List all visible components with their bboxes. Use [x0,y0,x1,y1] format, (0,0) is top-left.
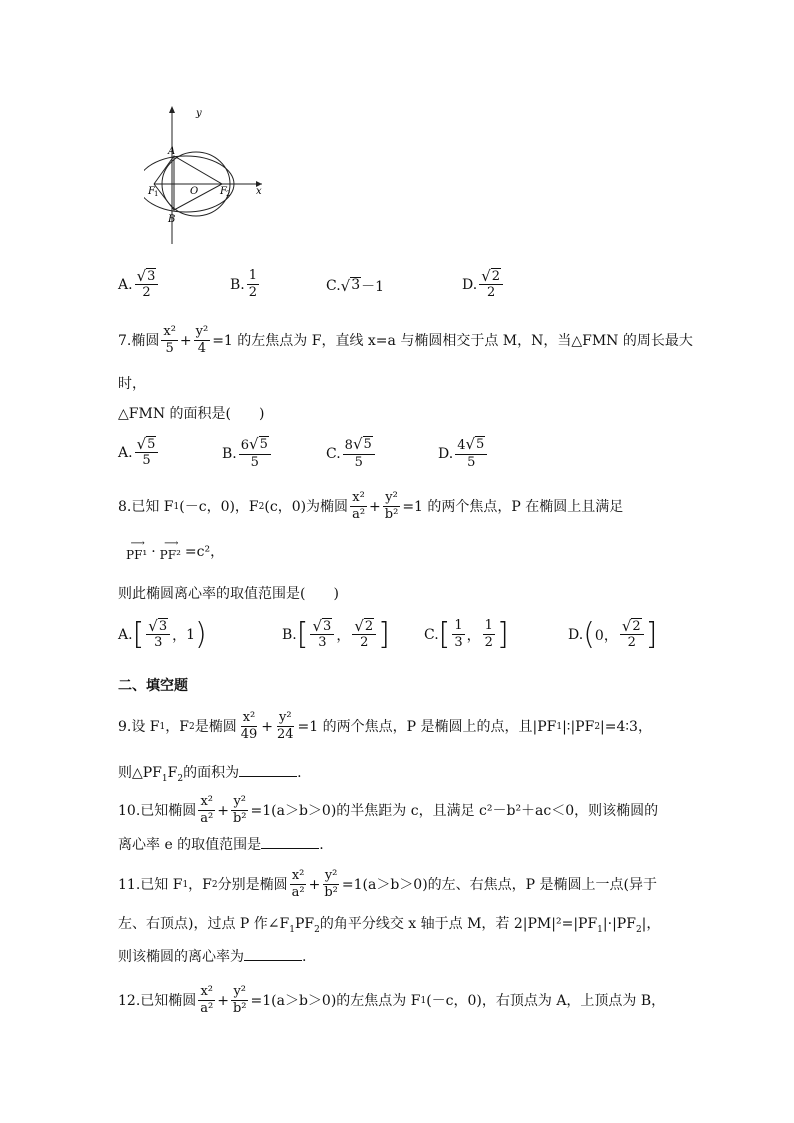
label-f1: F [148,186,155,197]
q9-stem-line1: 9.设 F 1 ，F 2 是椭圆 $\frac{\text{x²}}{49}$ + $\frac{\text{y²}}{24}$ =1 的两个焦点，P 是椭圆上的点，且|PF 1 |∶|PF 2 |=4∶3， [118,710,652,742]
label-b: B [168,214,176,225]
q7-stem-line2: 时， [118,376,146,392]
triangle [174,156,222,210]
ellipse-diagram [144,98,272,258]
q12-stem-line1: 12.已知椭圆 $\frac{\text{x²}}{\text{a²}}$ + $\frac{\text{y²}}{\text{b²}}$ =1(a＞b＞0)的左焦点为 F 1 (－c，0)，右顶点为 A，上顶点为 B， [118,984,666,1016]
label-f1-sub: 1 [154,190,159,198]
q6-option-a[interactable]: A. √ 3 2 [118,268,160,301]
q7-stem-line1: 7.椭圆 $\frac{\text{x²}}{5}$ + $\frac{\text{y²}}{4}$ =1 的左焦点为 F，直线 x=a 与椭圆相交于点 M，N，当△FMN 的周长最大 [118,324,693,356]
q8-option-c[interactable]: C. [ $\frac{1}{3}$ ， $\frac{1}{2}$ ] [424,616,509,652]
q10-answer-blank[interactable] [261,834,319,849]
q8-stem-line1: 8.已知 F 1 (－c，0)，F 2 (c，0)为椭圆 $\frac{\text{x²}}{\text{a²}}$ + $\frac{\text{y²}}{\text{b²}}$ =1 的两个焦点，P 在椭圆上且满足 [118,490,624,522]
q8-option-a[interactable]: A. [ √ 3 3 ， 1 ) [118,616,207,652]
q6-option-c[interactable]: C. √ 3 －1 [326,277,385,295]
q11-stem-line2: 左、右顶点)，过点 P 作$\angle F_1PF_2$的角平分线交 x 轴于点 M，若 $2|PM|^2=|PF_1|\cdot|PF_2|$， [118,916,661,935]
q9-answer-blank[interactable] [239,762,297,777]
label-o: O [190,186,199,197]
q11-stem-line1: 11.已知 F 1 ，F 2 分别是椭圆 $\frac{\text{x²}}{\text{a²}}$ + $\frac{\text{y²}}{\text{b²}}$ =1(a＞b＞0)的左、右焦点，P 是椭圆上一点(异于 [118,868,657,900]
q8-option-b[interactable]: B. [ √ 3 3 ， √ 2 2 ] [282,616,390,652]
q7-stem-line3: △FMN 的面积是( ) [118,406,265,422]
q10-stem-line2: 离心率 e 的取值范围是 . [118,834,324,855]
q11-answer-blank[interactable] [244,946,302,961]
q7-option-b[interactable]: B. 6 √ 5 5 [222,436,273,471]
q8-stem-line3: 则此椭圆离心率的取值范围是( ) [118,586,339,602]
label-x: x [256,186,262,197]
q10-stem-line1: 10.已知椭圆 $\frac{\text{x²}}{\text{a²}}$ + $\frac{\text{y²}}{\text{b²}}$ =1(a＞b＞0)的半焦距为 c，且满足 c²－b²＋ac＜0，则该椭圆的 [118,794,659,826]
q8-stem-line2: ⟶ PF¹ · ⟶ PF² =c²， [126,538,225,562]
y-axis-arrow [169,106,175,113]
label-f2: F [220,186,227,197]
q7-option-d[interactable]: D. 4 √ 5 5 [438,436,489,471]
label-a: A [168,146,176,157]
q9-stem-line2: 则$\triangle PF_1F_2$的面积为 . [118,762,302,789]
q6-option-d[interactable]: D. √ 2 2 [462,268,505,301]
label-f2-sub: 2 [226,190,231,198]
label-y: y [196,108,202,119]
q6-option-b[interactable]: B. $\frac{1}{2}$ [230,268,258,300]
q7-option-c[interactable]: C. 8 √ 5 5 [326,436,377,471]
segment-af1 [154,156,174,184]
q11-stem-line3: 则该椭圆的离心率为 . [118,946,306,967]
q7-option-a[interactable]: A. √ 5 5 [118,436,160,469]
q8-option-d[interactable]: D. ( 0， √ 2 2 ] [568,616,658,652]
section-heading-fill-in: 二、填空题 [118,678,188,694]
